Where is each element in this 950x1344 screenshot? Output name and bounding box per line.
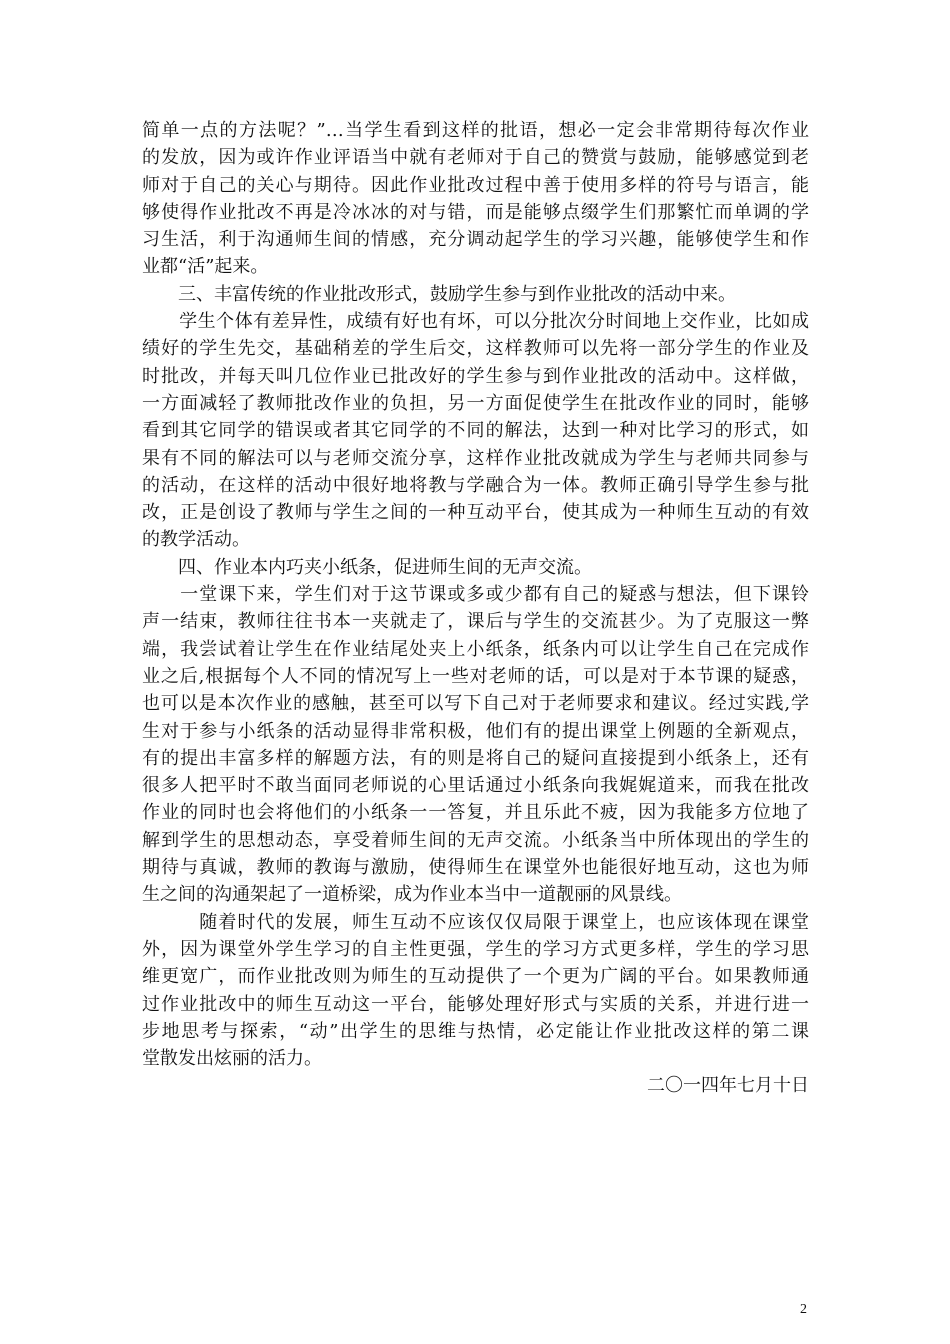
text-line: 业之后,根据每个人不同的情况写上一些对老师的话，可以是对于本节课的疑惑， bbox=[142, 665, 809, 687]
text-line: 师对于自己的关心与期待。因此作业批改过程中善于使用多样的符号与语言，能 bbox=[142, 174, 809, 196]
text-line: 看到其它同学的错误或者其它同学的不同的解法，达到一种对比学习的形式，如 bbox=[142, 420, 809, 442]
text-line: 绩好的学生先交，基础稍差的学生后交，这样教师可以先将一部分学生的作业及 bbox=[142, 338, 809, 360]
text-line: 生之间的沟通架起了一道桥梁，成为作业本当中一道靓丽的风景线。 bbox=[142, 884, 682, 906]
text-line: 随着时代的发展，师生互动不应该仅仅局限于课堂上，也应该体现在课堂 bbox=[142, 911, 809, 933]
text-line: 学生个体有差异性，成绩有好也有坏，可以分批次分时间地上交作业，比如成 bbox=[142, 311, 809, 333]
text-line: 过作业批改中的师生互动这一平台，能够处理好形式与实质的关系，并进行进一 bbox=[142, 993, 809, 1015]
text-line: 改，正是创设了教师与学生之间的一种互动平台，使其成为一种师生互动的有效 bbox=[142, 502, 809, 524]
section-heading: 四、作业本内巧夹小纸条，促进师生间的无声交流。 bbox=[142, 556, 592, 578]
text-line: 解到学生的思想动态，享受着师生间的无声交流。小纸条当中所体现出的学生的 bbox=[142, 829, 809, 851]
text-line: 一堂课下来，学生们对于这节课或多或少都有自己的疑惑与想法，但下课铃 bbox=[142, 584, 809, 606]
text-line: 简单一点的方法呢？”…当学生看到这样的批语，想必一定会非常期待每次作业 bbox=[142, 120, 809, 141]
text-line: 的发放，因为或许作业评语当中就有老师对于自己的赞赏与鼓励，能够感觉到老 bbox=[142, 147, 809, 169]
text-line: 果有不同的解法可以与老师交流分享，这样作业批改就成为学生与老师共同参与 bbox=[142, 447, 809, 469]
text-line: 也可以是本次作业的感触，甚至可以写下自己对于老师要求和建议。经过实践,学 bbox=[142, 693, 809, 715]
document-date: 二〇一四年七月十日 bbox=[647, 1075, 809, 1097]
text-line: 生对于参与小纸条的活动显得非常积极，他们有的提出课堂上例题的全新观点， bbox=[142, 720, 809, 742]
text-line: 习生活，利于沟通师生间的情感，充分调动起学生的学习兴趣，能够使学生和作 bbox=[142, 229, 809, 251]
text-line: 的教学活动。 bbox=[142, 529, 250, 551]
text-line: 步地思考与探索，“动”出学生的思维与热情，必定能让作业批改这样的第二课 bbox=[142, 1020, 809, 1042]
text-line: 堂散发出炫丽的活力。 bbox=[142, 1048, 322, 1070]
text-line: 维更宽广，而作业批改则为师生的互动提供了一个更为广阔的平台。如果教师通 bbox=[142, 966, 809, 988]
text-line: 有的提出丰富多样的解题方法，有的则是将自己的疑问直接提到小纸条上，还有 bbox=[142, 747, 809, 769]
text-line: 声一结束，教师往往书本一夹就走了，课后与学生的交流甚少。为了克服这一弊 bbox=[142, 611, 809, 633]
text-line: 作业的同时也会将他们的小纸条一一答复，并且乐此不疲，因为我能多方位地了 bbox=[142, 802, 809, 824]
text-line: 一方面减轻了教师批改作业的负担，另一方面促使学生在批改作业的同时，能够 bbox=[142, 392, 809, 414]
text-line: 的活动，在这样的活动中很好地将教与学融合为一体。教师正确引导学生参与批 bbox=[142, 474, 809, 496]
text-line: 期待与真诚，教师的教诲与激励，使得师生在课堂外也能很好地互动，这也为师 bbox=[142, 857, 809, 879]
text-line: 业都“活”起来。 bbox=[142, 256, 269, 278]
page-number: 2 bbox=[800, 1302, 807, 1317]
text-line: 时批改，并每天叫几位作业已批改好的学生参与到作业批改的活动中。这样做， bbox=[142, 365, 809, 387]
text-line: 很多人把平时不敢当面同老师说的心里话通过小纸条向我娓娓道来，而我在批改 bbox=[142, 775, 809, 797]
text-line: 端，我尝试着让学生在作业结尾处夹上小纸条，纸条内可以让学生自己在完成作 bbox=[142, 638, 809, 660]
text-line: 够使得作业批改不再是冷冰冰的对与错，而是能够点缀学生们那繁忙而单调的学 bbox=[142, 201, 809, 223]
text-line: 外，因为课堂外学生学习的自主性更强，学生的学习方式更多样，学生的学习思 bbox=[142, 938, 809, 960]
body-text bbox=[142, 117, 809, 1100]
section-heading: 三、丰富传统的作业批改形式，鼓励学生参与到作业批改的活动中来。 bbox=[142, 283, 736, 305]
